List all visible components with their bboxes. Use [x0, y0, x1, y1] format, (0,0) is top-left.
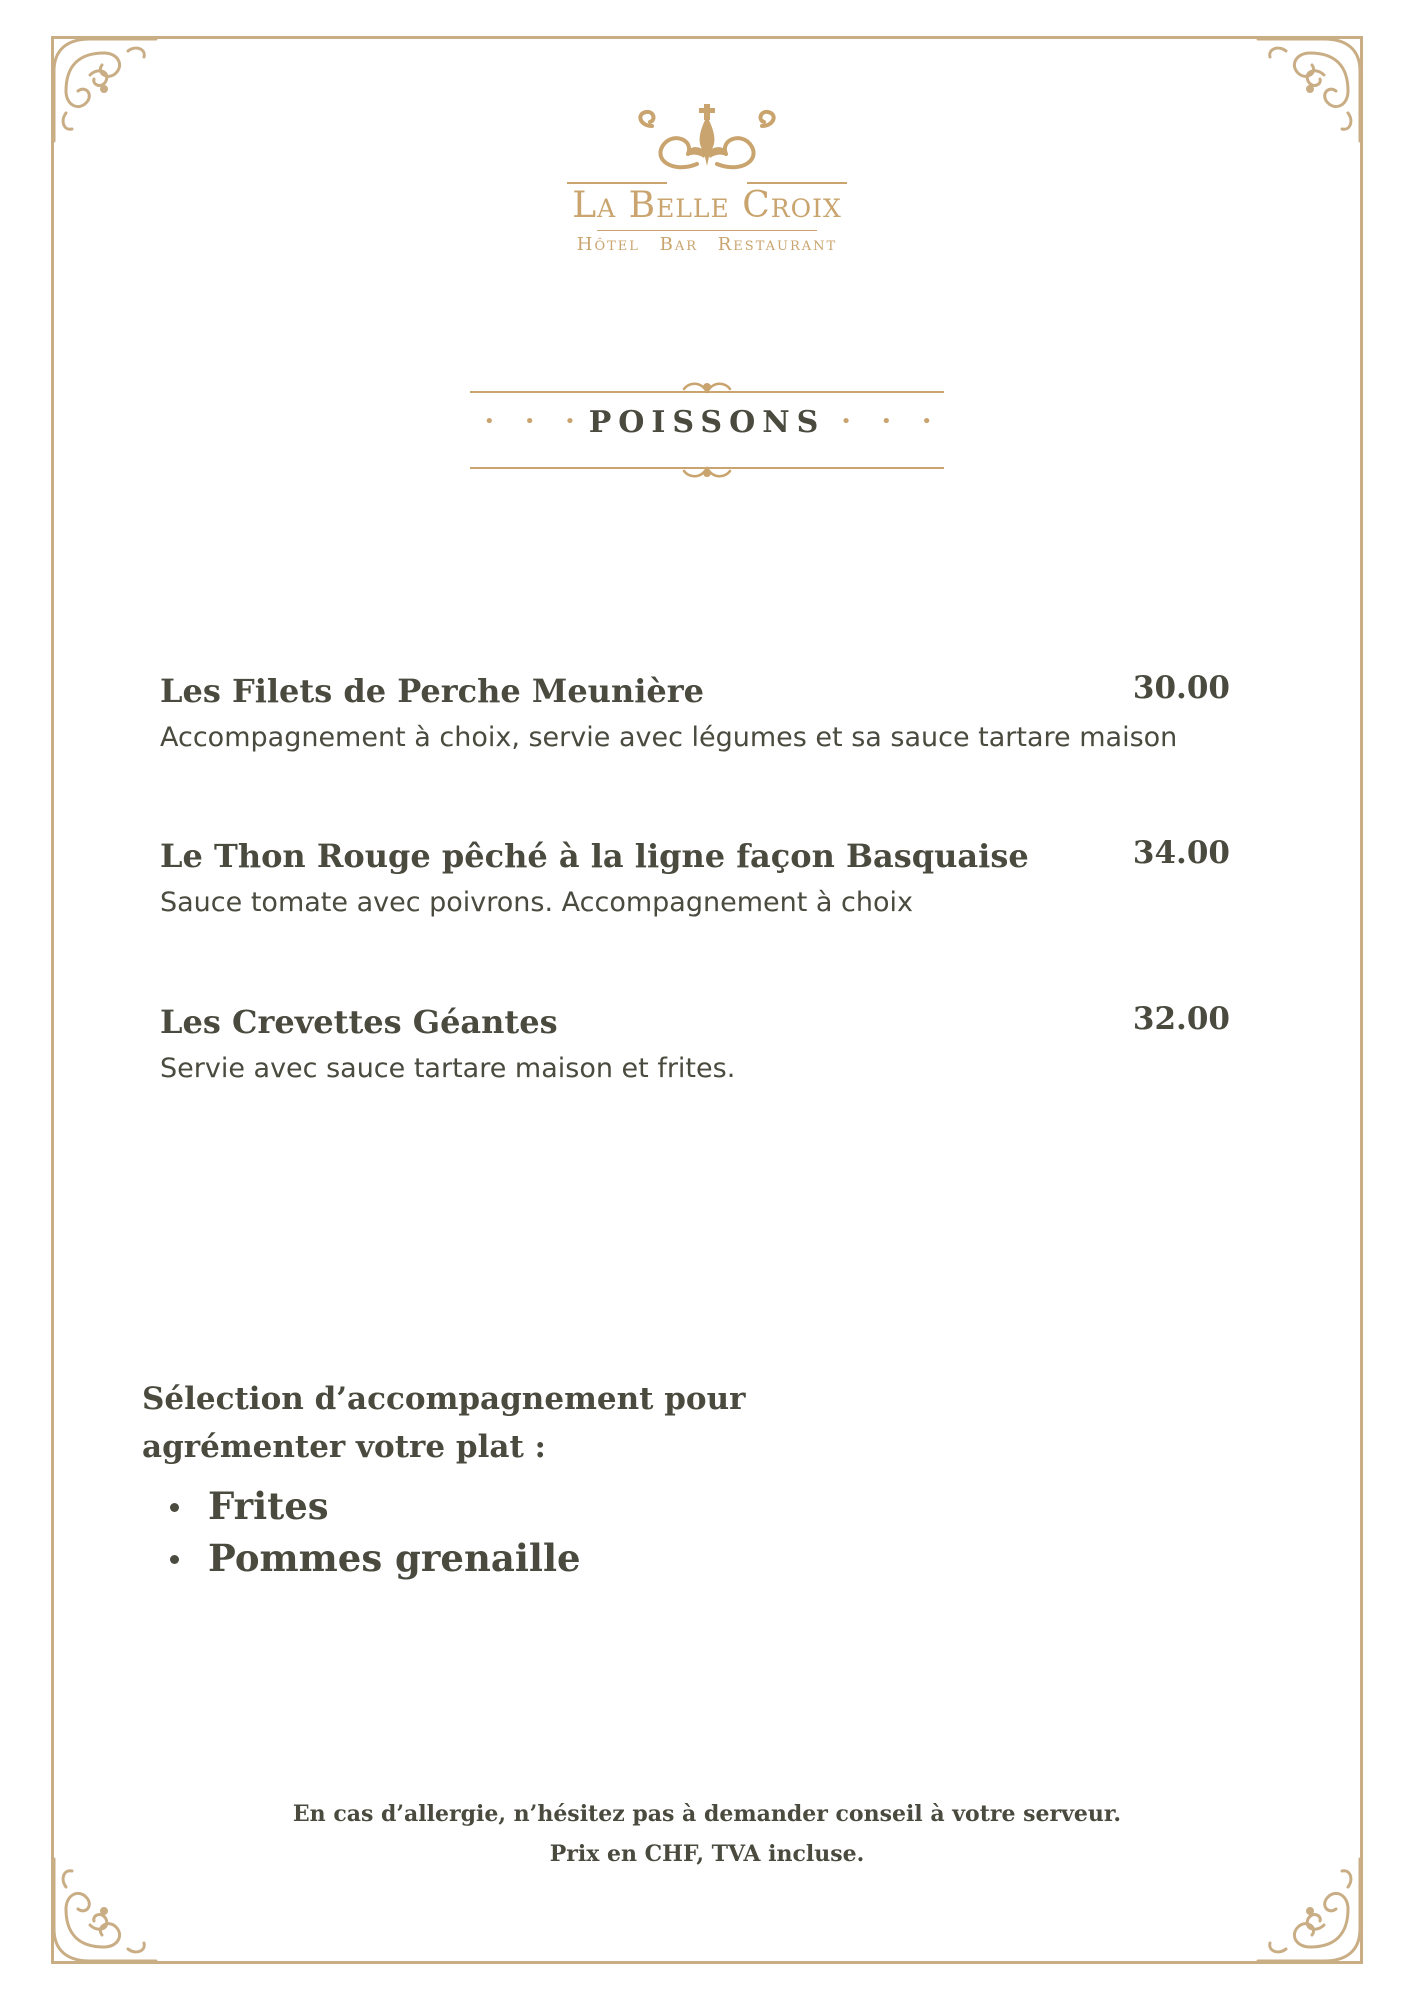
right-dots: • • • — [840, 411, 944, 432]
left-dots: • • • — [484, 411, 588, 432]
dish-name: Le Thon Rouge pêché à la ligne façon Basquaise — [160, 837, 1029, 875]
footer-note — [0, 1794, 1414, 1874]
sides-list — [142, 1480, 581, 1584]
price-note: Prix en CHF, TVA incluse. — [549, 1841, 865, 1867]
logo-rule — [567, 182, 667, 184]
dish-description: Sauce tomate avec poivrons. Accompagnement à choix — [160, 887, 913, 918]
logo-rule — [747, 182, 847, 184]
allergy-note: En cas d’allergie, n’hésitez pas à demander conseil à votre serveur. — [292, 1801, 1122, 1827]
dish-description: Servie avec sauce tartare maison et frites. — [160, 1053, 736, 1084]
dish-description: Accompagnement à choix, servie avec légumes et sa sauce tartare maison — [160, 722, 1178, 753]
section-header — [470, 375, 944, 485]
logo-rule — [597, 230, 817, 231]
list-item: Frites — [142, 1480, 581, 1532]
sides-heading-line: agrémenter votre plat : — [142, 1429, 546, 1465]
sides-heading — [142, 1375, 762, 1471]
brand-logo — [557, 104, 857, 264]
brand-subtitle: Hôtel Bar Restaurant — [576, 234, 838, 255]
dish-price: 30.00 — [1132, 670, 1230, 706]
sides-heading-line: Sélection d’accompagnement pour — [142, 1381, 746, 1417]
page-border — [51, 36, 1363, 1964]
brand-name: La Belle Croix — [572, 185, 842, 226]
dish-name: Les Crevettes Géantes — [160, 1003, 558, 1041]
corner-ornament-icon — [46, 31, 166, 151]
dish-price: 32.00 — [1132, 1001, 1230, 1037]
section-title: POISSONS — [588, 405, 826, 440]
dish-price: 34.00 — [1132, 835, 1230, 871]
corner-ornament-icon — [1248, 31, 1368, 151]
fleur-de-lis-icon — [622, 104, 792, 184]
dish-name: Les Filets de Perche Meunière — [160, 672, 704, 710]
list-item: Pommes grenaille — [142, 1532, 581, 1584]
